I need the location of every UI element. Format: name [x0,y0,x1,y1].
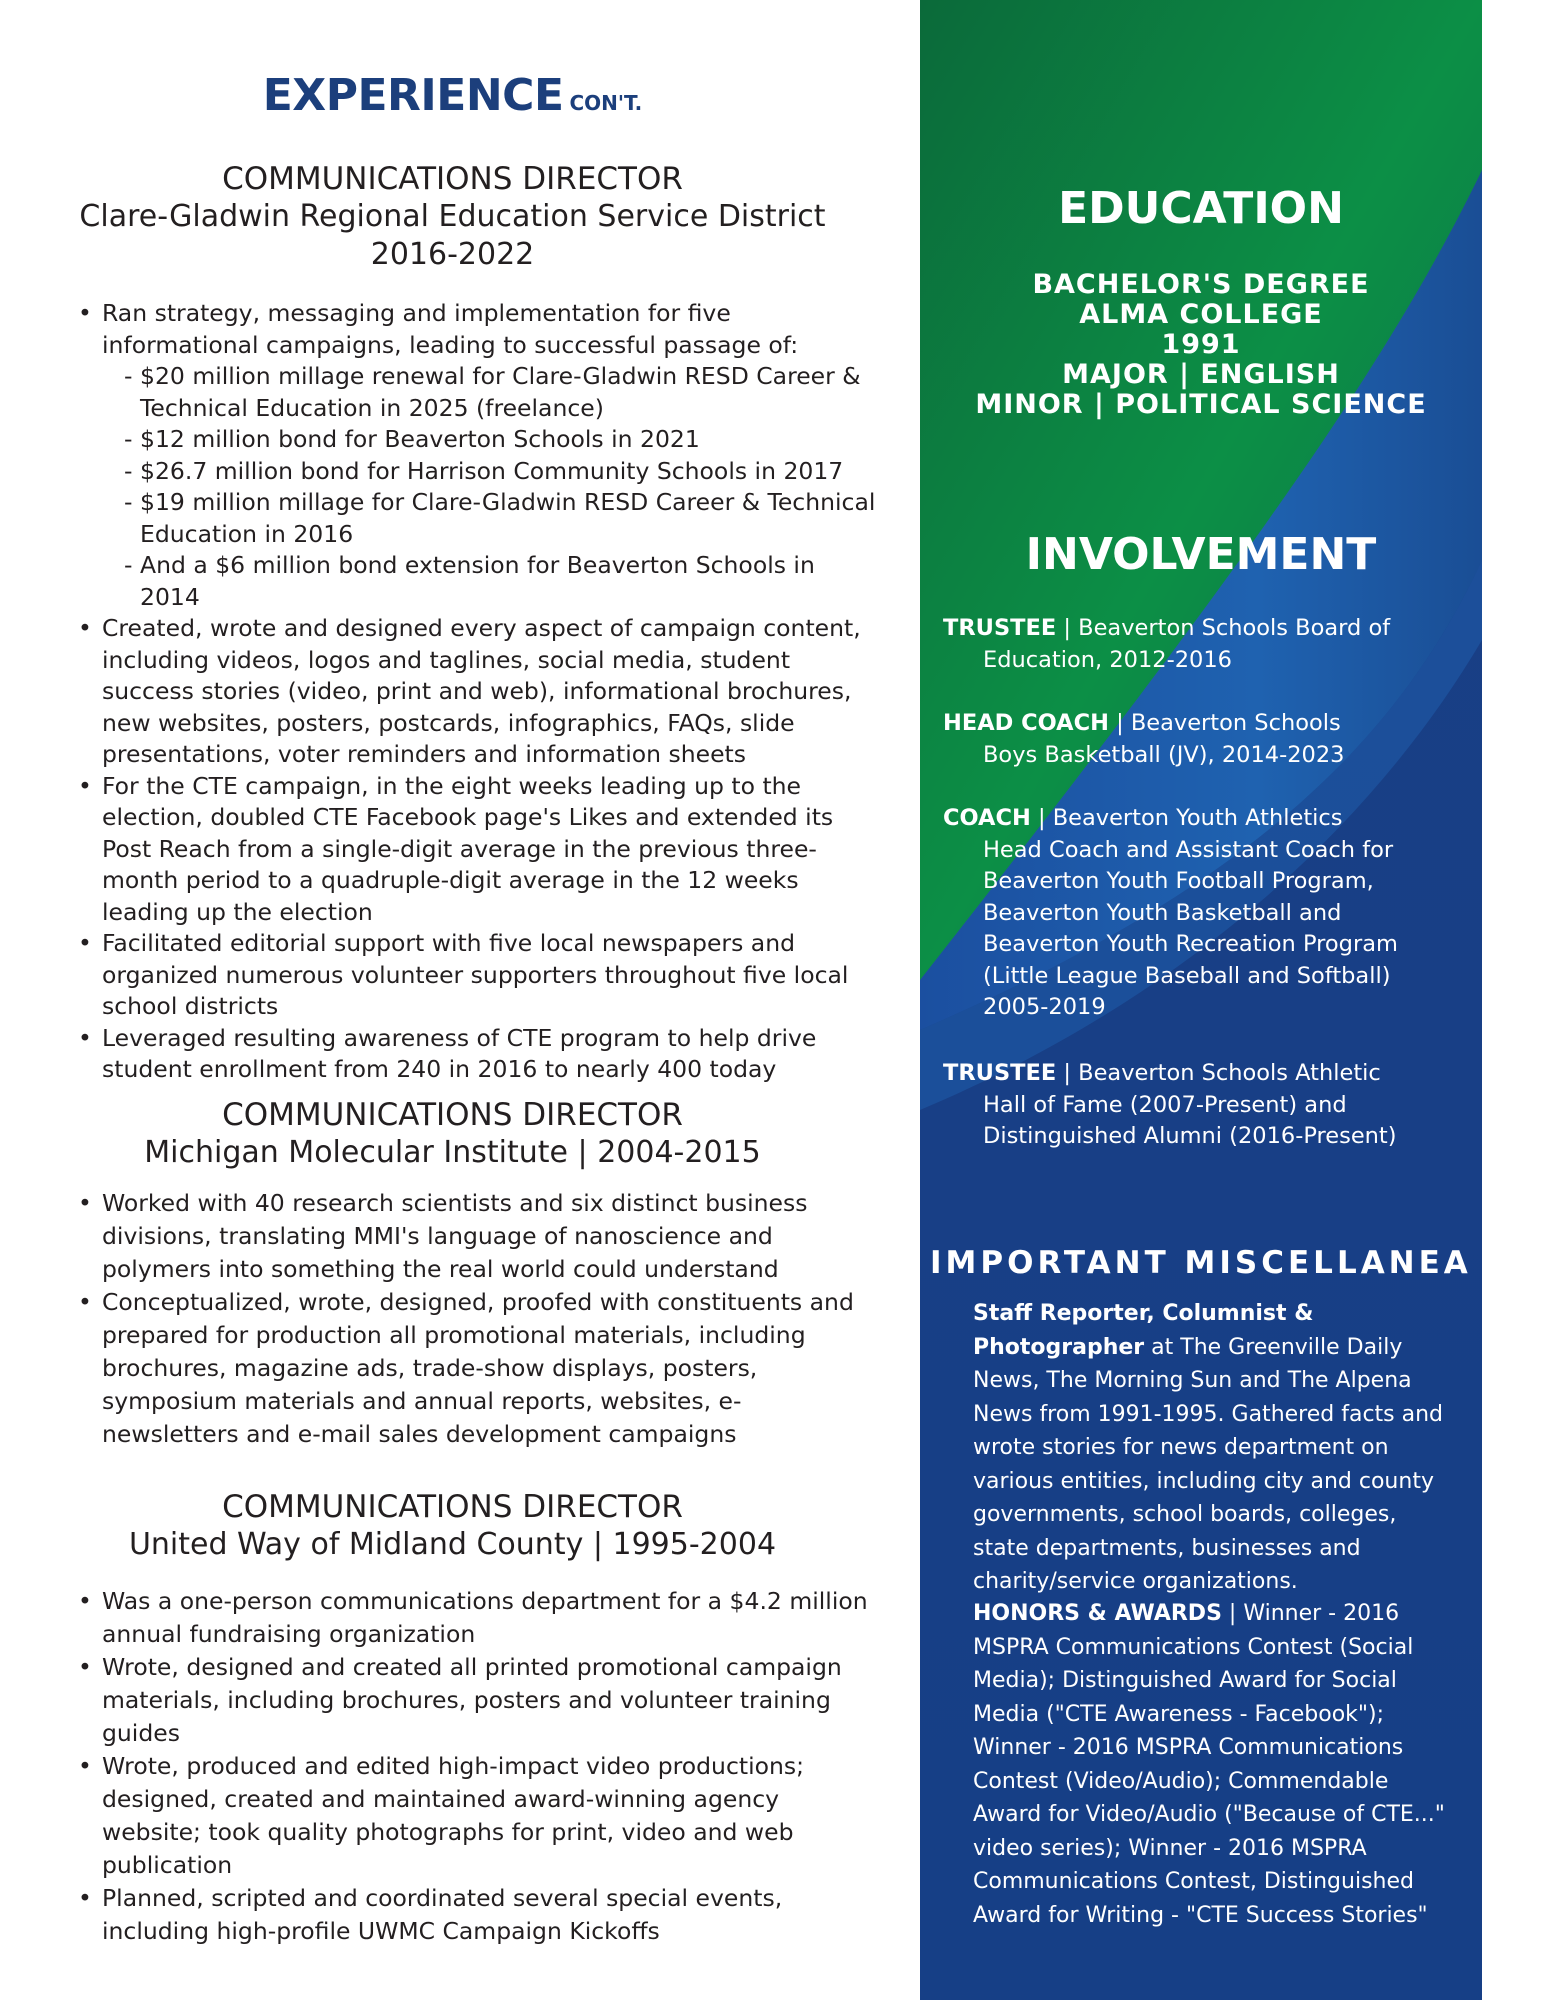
experience-title: EXPERIENCE [262,70,564,121]
involvement-item: TRUSTEE | Beaverton Schools Board of Education, 2012-2016 [943,615,1391,673]
job-dates: 2016-2022 [370,237,535,272]
list-item: - $19 million millage for Clare-Gladwin RESD Career & Technical Education in 2016 [124,487,878,550]
job-title: COMMUNICATIONS DIRECTOR [222,1097,683,1133]
job-title: COMMUNICATIONS DIRECTOR [222,1489,683,1525]
list-item: • Planned, scripted and coordinated several special events, including high-profile UWMC Campaign Kickoffs [78,1882,878,1948]
honors-text: Winner - 2016 MSPRA Communications Contest (Social Media); Distinguished Award for Social Media ("CTE Awareness - Facebook"); Winner - 2016 MSPRA Communications Contest (Video/Audio); Commendable Award for Video/Audio ("Because of CTE..." video series); Winner - 2016 MSPRA Communications Contest, Distinguished Award for Writing - "CTE Success Stories" [973,1601,1445,1928]
list-item: • For the CTE campaign, in the eight weeks leading up to the election, doubled CTE Facebook page's Likes and extended its Post Reach from a single-digit average in the previous three-month period to a quadruple-digit average in the 12 weeks leading up the election [78,771,878,929]
school-text: ALMA COLLEGE [1079,299,1323,330]
reporter-block [973,1297,1453,1599]
job-mmi [0,1096,905,1172]
job-united-way [0,1488,905,1564]
list-item: • Created, wrote and designed every aspect of campaign content, including videos, logos and taglines, social media, student success stories (video, print and web), informational brochures, new websites, posters, postcards, infographics, FAQs, slide presentations, voter reminders and information sheets [78,613,878,771]
list-item: - And a $6 million bond extension for Beaverton Schools in 2014 [124,550,878,613]
list-item: • Wrote, produced and edited high-impact video productions; designed, created and maintained award-winning agency website; took quality photographs for print, video and web publication [78,1750,878,1882]
reporter-text: at The Greenville Daily News, The Morning Sun and The Alpena News from 1991-1995. Gathered facts and wrote stories for news department on various entities, including city and county governments, school boards, colleges, state departments, businesses and charity/service organizations. [973,1334,1444,1594]
job-3-bullets [78,1585,878,1948]
job-organization: Clare-Gladwin Regional Education Service District [79,199,826,234]
list-item: - $20 million millage renewal for Clare-Gladwin RESD Career & Technical Education in 2025 (freelance) [124,361,878,424]
job-title: COMMUNICATIONS DIRECTOR [222,161,683,197]
job-organization: United Way of Midland County | 1995-2004 [128,1527,777,1562]
education-title: EDUCATION [1058,183,1344,234]
job-organization: Michigan Molecular Institute | 2004-2015 [144,1135,761,1170]
list-item: • Facilitated editorial support with five local newspapers and organized numerous volunteer supporters throughout five local school districts [78,928,878,1023]
minor-text: MINOR | POLITICAL SCIENCE [975,389,1427,420]
involvement-item: HEAD COACH | Beaverton Schools Boys Basketball (JV), 2014-2023 [943,710,1345,768]
list-item: - $26.7 million bond for Harrison Community Schools in 2017 [124,456,878,488]
reporter-heading: Staff Reporter, Columnist & Photographer [973,1301,1314,1360]
involvement-item: COACH | Beaverton Youth Athletics Head Coach and Assistant Coach for Beaverton Youth Football Program, Beaverton Youth Basketball and Beaverton Youth Recreation Program (Little League Baseball and Softball) 2005-2019 [943,805,1398,1020]
job-clare-gladwin [0,160,905,274]
list-item: - $12 million bond for Beaverton Schools in 2021 [124,424,878,456]
list-item: • Conceptualized, wrote, designed, proofed with constituents and prepared for production all promotional materials, including brochures, magazine ads, trade-show displays, posters, symposium materials and annual reports, websites, e-newsletters and e-mail sales development campaigns [78,1286,878,1451]
experience-heading [0,70,905,121]
list-item: • Wrote, designed and created all printed promotional campaign materials, including brochures, posters and volunteer training guides [78,1651,878,1750]
involvement-title: INVOLVEMENT [1025,529,1377,580]
sidebar-panel [920,0,1482,2000]
job-2-bullets [78,1187,878,1451]
education-details [920,270,1482,420]
job-1-bullets [78,298,878,1086]
list-item: • Leveraged resulting awareness of CTE program to help drive student enrollment from 240 in 2016 to nearly 400 today [78,1023,878,1086]
list-item: • Was a one-person communications department for a $4.2 million annual fundraising organization [78,1585,878,1651]
degree-text: BACHELOR'S DEGREE [1032,269,1370,300]
experience-continued-label: CON'T. [569,91,643,115]
honors-heading: HONORS & AWARDS [973,1601,1222,1626]
involvement-item: TRUSTEE | Beaverton Schools Athletic Hall of Fame (2007-Present) and Distinguished Alumni (2016-Present) [943,1060,1397,1149]
campaign-sub-list [102,361,878,613]
honors-block: HONORS & AWARDS | Winner - 2016 MSPRA Communications Contest (Social Media); Distinguished Award for Social Media ("CTE Awareness - Facebook"); Winner - 2016 MSPRA Communications Contest (Video/Audio); Commendable Award for Video/Audio ("Because of CTE..." video series); Winner - 2016 MSPRA Communications Contest, Distinguished Award for Writing - "CTE Success Stories" [973,1601,1445,1928]
year-text: 1991 [1161,329,1241,360]
major-text: MAJOR | ENGLISH [1062,359,1340,390]
list-item: • Worked with 40 research scientists and six distinct business divisions, translating MMI's language of nanoscience and polymers into something the real world could understand [78,1187,878,1286]
list-item: • Ran strategy, messaging and implementation for five informational campaigns, leading to successful passage of: - $20 million millage renewal for Clare-Gladwin RESD Career & Technical Education in 2025 (freelance) - $12 million bond for Beaverton Schools in 2021 - $26.7 million bond for Harrison Community Schools in 2017 - $19 million millage for Clare-Gladwin RESD Career & Technical Education in 2016 - And a $6 million bond extension for Beaverton Schools in 2014 [78,298,878,613]
miscellanea-title: IMPORTANT MISCELLANEA [930,1245,1472,1281]
